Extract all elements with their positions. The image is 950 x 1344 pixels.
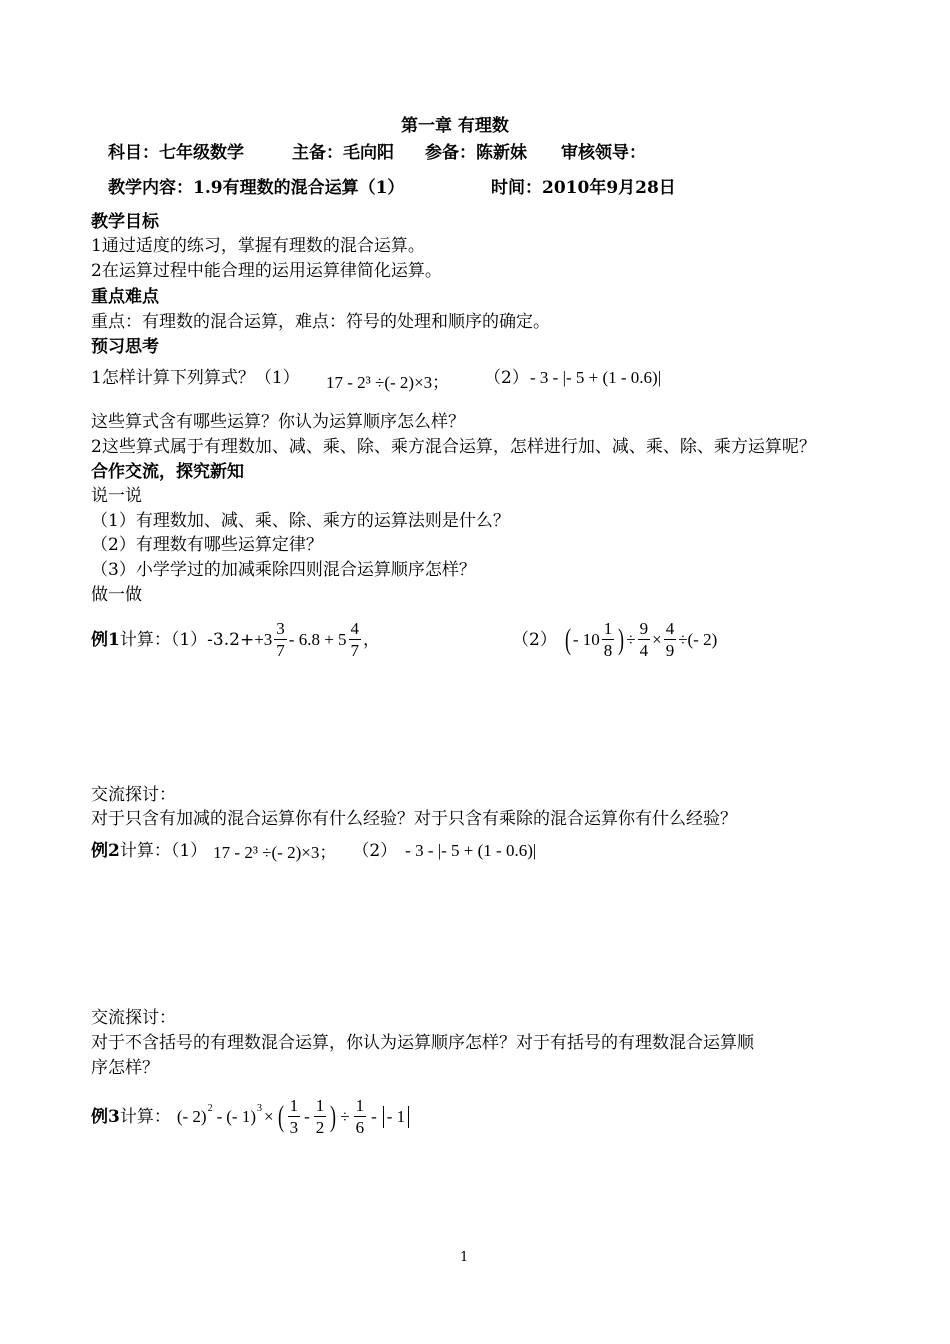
- minus-sign: -: [371, 1106, 377, 1126]
- key-points-heading: 重点难点: [91, 287, 159, 307]
- divide-sign: ÷: [626, 629, 636, 649]
- say-question: （3）小学学过的加减乘除四则混合运算顺序怎样？: [91, 560, 476, 580]
- minus-sign: -: [304, 1106, 310, 1126]
- discussion-1-heading: 交流探讨：: [91, 785, 176, 805]
- co-preparer: 参备：陈新妹: [425, 143, 527, 163]
- chapter-title: 第一章 有理数: [401, 116, 509, 136]
- example-3: [91, 1097, 412, 1136]
- fraction: $\frac{4}{7}$: [350, 619, 360, 660]
- paren-left: (: [277, 1099, 284, 1133]
- discussion-2-line-2: 序怎样？: [91, 1058, 159, 1078]
- paren-left: (: [564, 622, 571, 656]
- fraction: $\frac{1}{8}$: [603, 619, 613, 660]
- example-3-label: 例3: [91, 1106, 120, 1127]
- objective-item: 1通过适度的练习，掌握有理数的混合运算。: [91, 236, 425, 256]
- preview-part-2: （2）: [484, 368, 529, 388]
- fraction: $\frac{4}{9}$: [665, 619, 675, 660]
- preview-follow-up: 这些算式含有哪些运算？你认为运算顺序怎么样？: [91, 412, 465, 432]
- objectives-heading: 教学目标: [91, 212, 159, 232]
- lesson-content: 教学内容：1.9有理数的混合运算（1）: [108, 178, 405, 198]
- example-1-text: 计算：（1）: [119, 629, 208, 650]
- discussion-2-line-1: 对于不含括号的有理数混合运算，你认为运算顺序怎样？对于有括号的有理数混合运算顺: [91, 1033, 754, 1053]
- fraction: $\frac{1}{2}$: [315, 1096, 325, 1137]
- example-1-expression-2: [563, 620, 717, 659]
- divide-sign: ÷: [340, 1106, 350, 1126]
- example-2-text: 计算：（1）: [119, 840, 208, 861]
- example-2-label: 例2: [91, 840, 120, 861]
- times-sign: ×: [263, 1106, 274, 1126]
- discussion-2-heading: 交流探讨：: [91, 1008, 176, 1028]
- example-3-text: 计算：: [119, 1106, 171, 1127]
- exponent: 3: [256, 1103, 262, 1114]
- example-1-comma: ，: [363, 629, 381, 650]
- reviewer-label: 审核领导：: [561, 143, 646, 163]
- example-2-expression-1: 17 - 2³ ÷(- 2)×3；: [213, 843, 337, 862]
- example-2-part-2: （2）: [352, 840, 398, 861]
- preview-expression-2: - 3 - |- 5 + (1 - 0.6)|: [530, 368, 662, 387]
- fraction: $\frac{1}{6}$: [355, 1096, 365, 1137]
- page-number: 1: [460, 1250, 469, 1265]
- fraction: $\frac{3}{7}$: [276, 619, 285, 660]
- objective-item: 2在运算过程中能合理的运用运算律简化运算。: [91, 261, 442, 281]
- lead-preparer: 主备：毛向阳: [292, 143, 394, 163]
- example-1-expr-start: -3.2+: [207, 629, 255, 650]
- preview-heading: 预习思考: [91, 337, 159, 357]
- say-question: （1）有理数加、减、乘、除、乘方的运算法则是什么？: [91, 511, 510, 531]
- expression-tail: ÷(- 2): [678, 629, 718, 649]
- paren-right: ): [330, 1099, 337, 1133]
- preview-question-1: 1怎样计算下列算式？（1）: [91, 368, 300, 388]
- preview-question-2: 2这些算式属于有理数加、减、乘、除、乘方混合运算，怎样进行加、减、乘、除、乘方运算呢？: [91, 437, 816, 457]
- mixed-number-whole: +3: [254, 629, 273, 649]
- expression-middle: - 6.8 + 5: [288, 629, 347, 649]
- abs-bar-right: [408, 1106, 409, 1128]
- term-b: (- 1): [226, 1106, 256, 1126]
- say-heading: 说一说: [91, 486, 142, 506]
- paren-right: ): [618, 622, 625, 656]
- example-1-part-2: [512, 620, 717, 659]
- example-2: [91, 838, 536, 863]
- cooperation-heading: 合作交流，探究新知: [91, 462, 244, 482]
- preview-expression-1: 17 - 2³ ÷(- 2)×3；: [326, 373, 450, 392]
- abs-bar-left: [383, 1106, 384, 1128]
- example-3-expression: [177, 1097, 412, 1136]
- discussion-1-text: 对于只含有加减的混合运算你有什么经验？对于只含有乘除的混合运算你有什么经验？: [91, 809, 737, 829]
- do-heading: 做一做: [91, 585, 142, 605]
- example-1-part-2-label: （2）: [512, 629, 557, 650]
- lesson-time: 时间：2010年9月28日: [491, 178, 676, 198]
- times-sign: ×: [652, 629, 662, 649]
- say-question: （2）有理数有哪些运算定律？: [91, 535, 323, 555]
- minus-sign: -: [216, 1106, 223, 1126]
- absolute-value-content: - 1: [386, 1106, 406, 1126]
- term-a: (- 2): [176, 1106, 207, 1126]
- example-1: [91, 620, 380, 659]
- fraction: $\frac{1}{3}$: [289, 1096, 299, 1137]
- fraction: $\frac{9}{4}$: [639, 619, 649, 660]
- example-2-expression-2: - 3 - |- 5 + (1 - 0.6)|: [405, 840, 537, 860]
- mixed-number-whole: - 10: [572, 629, 600, 649]
- exponent: 2: [207, 1103, 213, 1114]
- key-points-text: 重点：有理数的混合运算，难点：符号的处理和顺序的确定。: [91, 312, 550, 332]
- example-1-expression-1: [254, 620, 363, 659]
- subject-label: 科目：七年级数学: [108, 143, 244, 163]
- example-1-label: 例1: [91, 629, 120, 650]
